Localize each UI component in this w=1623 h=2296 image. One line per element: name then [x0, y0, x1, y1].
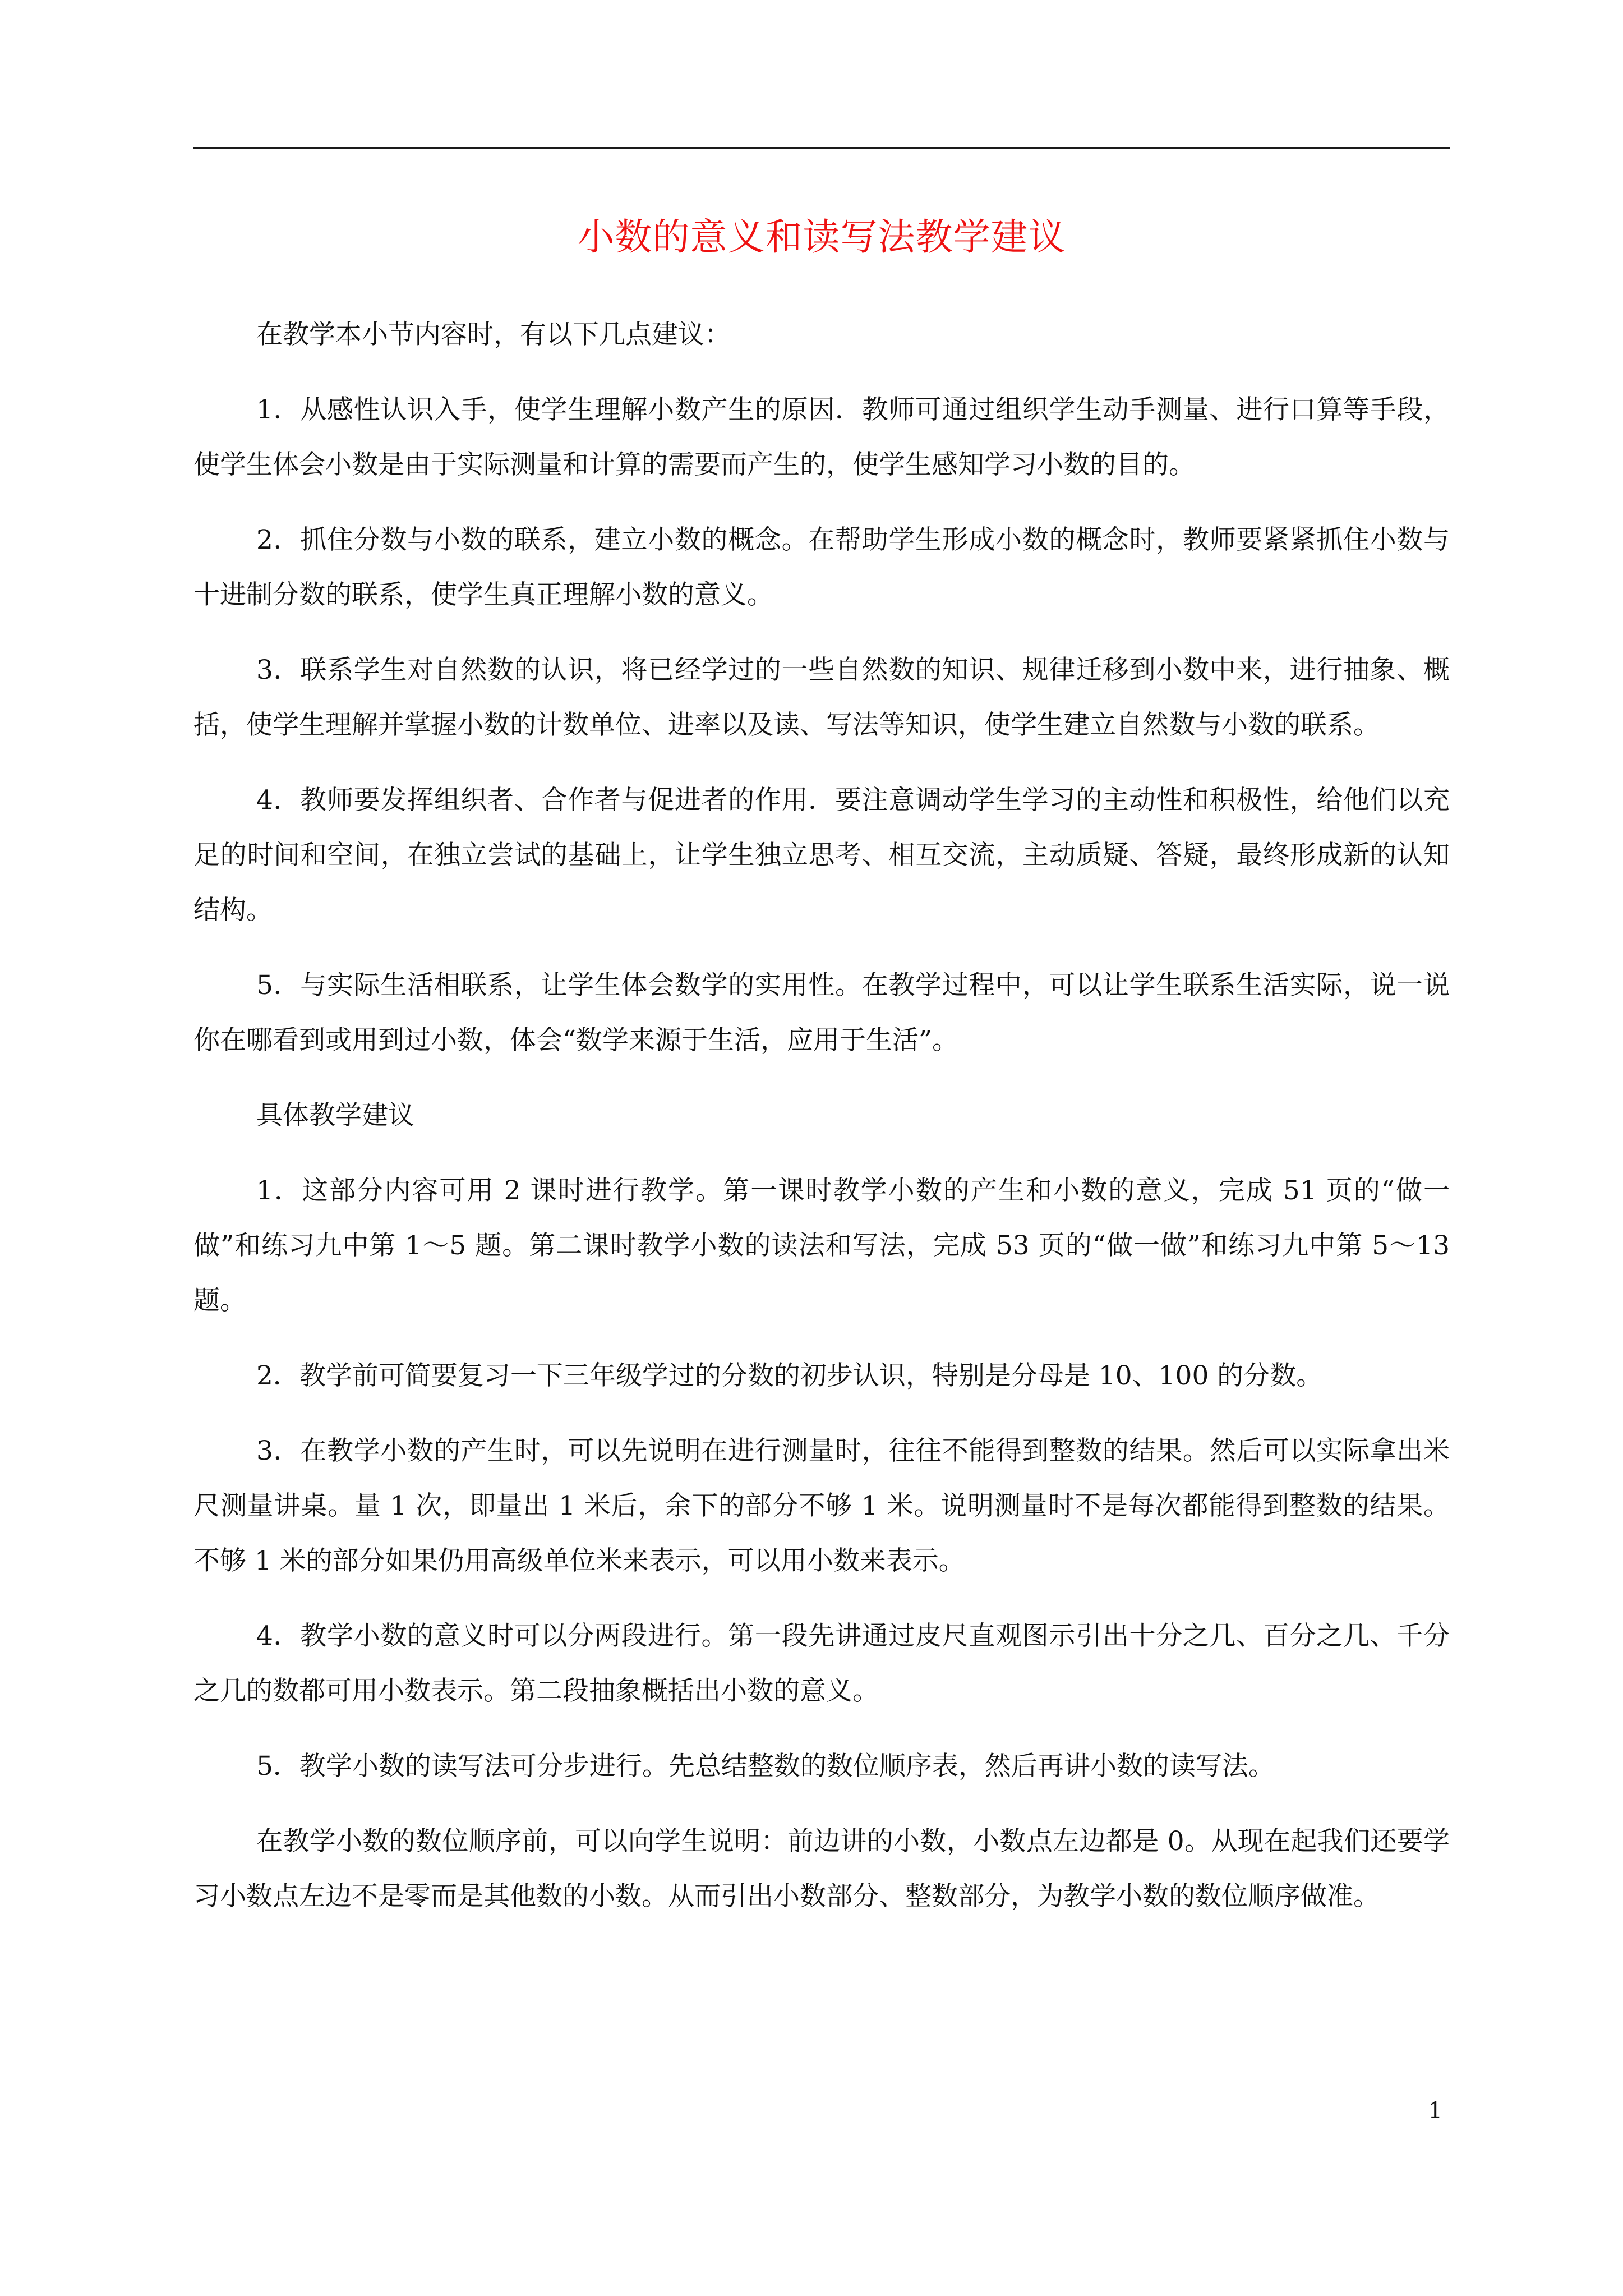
page-number: 1: [1428, 2098, 1442, 2124]
header-rule: [193, 147, 1450, 149]
paragraph-specific-2: 2．教学前可简要复习一下三年级学过的分数的初步认识，特别是分母是 10、100 的分数。: [256, 1360, 1323, 1391]
paragraph-suggestion-1: 1．从感性认识入手，使学生理解小数产生的原因．教师可通过组织学生动手测量、进行口算等手段，使学生体会小数是由于实际测量和计算的需要而产生的，使学生感知学习小数的目的。: [193, 394, 1450, 480]
paragraph-specific-3: 3．在教学小数的产生时，可以先说明在进行测量时，往往不能得到整数的结果。然后可以实际拿出米尺测量讲桌。量 1 次，即量出 1 米后，余下的部分不够 1 米。说明测量时不是每次都能得到整数的结果。不够 1 米的部分如果仍用高级单位米来表示，可以用小数来表示。: [193, 1435, 1450, 1576]
paragraph-suggestion-2: 2．抓住分数与小数的联系，建立小数的概念。在帮助学生形成小数的概念时，教师要紧紧抓住小数与十进制分数的联系，使学生真正理解小数的意义。: [193, 524, 1450, 610]
paragraph-suggestion-4: 4．教师要发挥组织者、合作者与促进者的作用．要注意调动学生学习的主动性和积极性，给他们以充足的时间和空间，在独立尝试的基础上，让学生独立思考、相互交流，主动质疑、答疑，最终形成新的认知结构。: [193, 785, 1450, 926]
section-heading-specific: 具体教学建议: [256, 1100, 414, 1131]
paragraph-specific-5: 5．教学小数的读写法可分步进行。先总结整数的数位顺序表，然后再讲小数的读写法。: [256, 1751, 1275, 1782]
paragraph-suggestion-5: 5．与实际生活相联系，让学生体会数学的实用性。在教学过程中，可以让学生联系生活实际，说一说你在哪看到或用到过小数，体会“数学来源于生活，应用于生活”。: [193, 970, 1450, 1056]
paragraph-intro: 在教学本小节内容时，有以下几点建议：: [256, 319, 731, 350]
paragraph-suggestion-3: 3．联系学生对自然数的认识，将已经学过的一些自然数的知识、规律迁移到小数中来，进行抽象、概括，使学生理解并掌握小数的计数单位、进率以及读、写法等知识，使学生建立自然数与小数的联系。: [193, 655, 1450, 740]
paragraph-specific-4: 4．教学小数的意义时可以分两段进行。第一段先讲通过皮尺直观图示引出十分之几、百分之几、千分之几的数都可用小数表示。第二段抽象概括出小数的意义。: [193, 1621, 1450, 1706]
document-title: 小数的意义和读写法教学建议: [577, 215, 1066, 259]
paragraph-specific-1: 1．这部分内容可用 2 课时进行教学。第一课时教学小数的产生和小数的意义，完成 51 页的“做一做”和练习九中第 1～5 题。第二课时教学小数的读法和写法，完成 53 页的“做一做”和练习九中第 5～13 题。: [193, 1175, 1450, 1316]
document-body: [193, 307, 1450, 1924]
paragraph-place-value: 在教学小数的数位顺序前，可以向学生说明：前边讲的小数，小数点左边都是 0。从现在起我们还要学习小数点左边不是零而是其他数的小数。从而引出小数部分、整数部分，为教学小数的数位顺序做准。: [193, 1826, 1450, 1912]
